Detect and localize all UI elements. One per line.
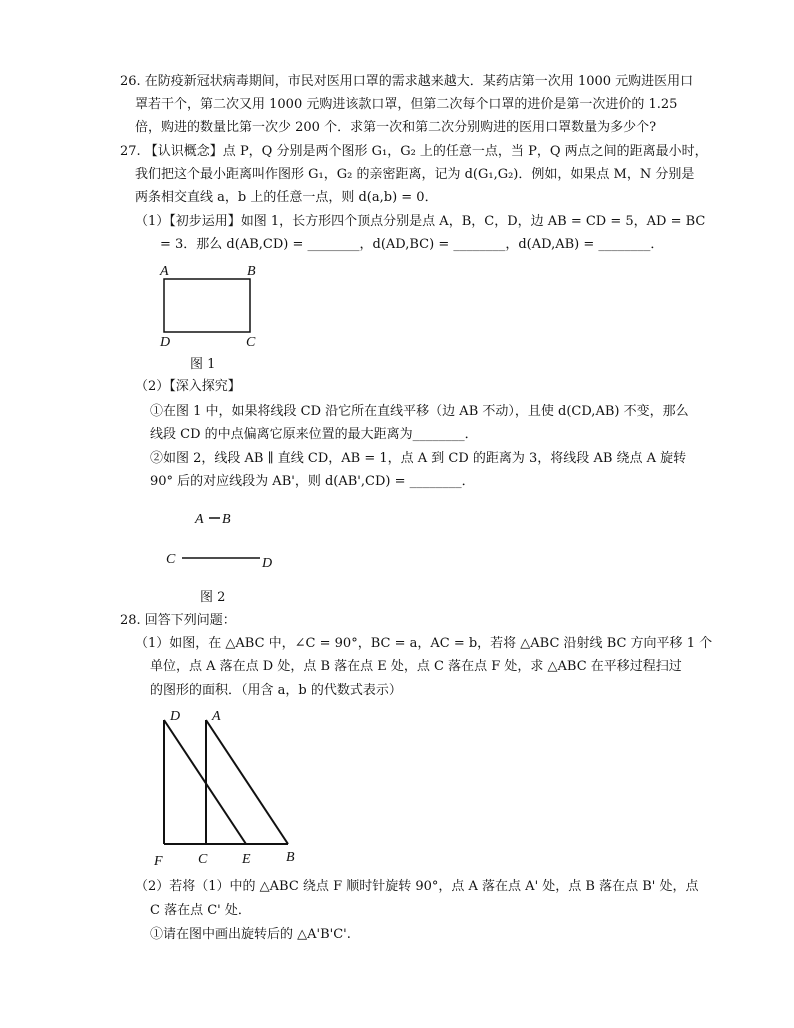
q27-line1: 27. 【认识概念】点 P，Q 分别是两个图形 G₁，G₂ 上的任意一点，当 P，Q 两点之间的距离最小时， (120, 144, 708, 159)
figure-triangle-translation (150, 703, 310, 873)
fig3-label-D: D (170, 709, 181, 724)
q27-part1-line1: （1）【初步运用】如图 1，长方形四个顶点分别是点 A，B，C，D，边 AB = CD = 5，AD = BC (135, 214, 706, 229)
fig3-label-F: F (154, 854, 163, 869)
q27-line3: 两条相交直线 a，b 上的任意一点，则 d(a,b) = 0． (135, 190, 438, 205)
q27-part2-ii-line1: ②如图 2，线段 AB ∥ 直线 CD，AB = 1，点 A 到 CD 的距离为 3，将线段 AB 绕点 A 旋转 (150, 451, 687, 466)
fig3-label-B: B (286, 850, 295, 865)
figure-2-caption: 图 2 (200, 590, 226, 605)
q26-line2: 罩若干个，第二次又用 1000 元购进该款口罩，但第二次每个口罩的进价是第一次进价的 1.25 (135, 97, 678, 112)
figure-1-caption: 图 1 (190, 357, 216, 372)
q28-part1-line1: （1）如图，在 △ABC 中，∠C = 90°，BC = a，AC = b，若将 △ABC 沿射线 BC 方向平移 1 个 (135, 636, 713, 651)
q27-part2-title: （2）【深入探究】 (135, 379, 241, 394)
q26-line3: 倍，购进的数量比第一次少 200 个．求第一次和第二次分别购进的医用口罩数量为多少个? (135, 120, 657, 135)
fig1-label-D: D (160, 335, 171, 350)
fig2-label-A: A (195, 512, 204, 527)
fig2-label-C: C (166, 552, 176, 567)
q26-line1: 26. 在防疫新冠状病毒期间，市民对医用口罩的需求越来越大．某药店第一次用 1000 元购进医用口 (120, 74, 694, 89)
figure-1-rectangle (150, 258, 270, 350)
fig3-label-A: A (212, 709, 221, 724)
fig1-label-C: C (246, 335, 256, 350)
q28-part1-line3: 的图形的面积．（用含 a，b 的代数式表示） (150, 683, 402, 698)
q28-part2-line1: （2）若将（1）中的 △ABC 绕点 F 顺时针旋转 90°，点 A 落在点 A' 处，点 B 落在点 B' 处，点 (135, 879, 699, 894)
q27-line2: 我们把这个最小距离叫作图形 G₁，G₂ 的亲密距离，记为 d(G₁,G₂)．例如，如果点 M，N 分别是 (135, 167, 695, 182)
q28-title: 28. 回答下列问题： (120, 613, 236, 628)
fig1-label-A: A (160, 264, 169, 279)
fig2-label-D: D (262, 556, 273, 571)
q27-part2-i-line2: 线段 CD 的中点偏离它原来位置的最大距离为________． (150, 427, 478, 442)
q28-part2-line2: C 落在点 C' 处． (150, 903, 251, 918)
q28-part1-line2: 单位，点 A 落在点 D 处，点 B 落在点 E 处，点 C 落在点 F 处，求 △ABC 在平移过程扫过 (150, 659, 682, 674)
fig3-label-C: C (198, 852, 208, 867)
fig3-label-E: E (242, 852, 251, 867)
fig2-label-B: B (222, 512, 231, 527)
q27-part2-ii-line2: 90° 后的对应线段为 AB'，则 d(AB',CD) = ________． (150, 474, 475, 489)
q28-part2-i: ①请在图中画出旋转后的 △A'B'C'. (150, 927, 351, 942)
fig1-label-B: B (247, 264, 256, 279)
q27-part1-line2: = 3．那么 d(AB,CD) = ________，d(AD,BC) = ________，d(AD,AB) = ________． (160, 237, 664, 252)
figure-2-segments (160, 505, 290, 575)
q27-part2-i-line1: ①在图 1 中，如果将线段 CD 沿它所在直线平移（边 AB 不动），且使 d(CD,AB) 不变，那么 (150, 404, 689, 419)
